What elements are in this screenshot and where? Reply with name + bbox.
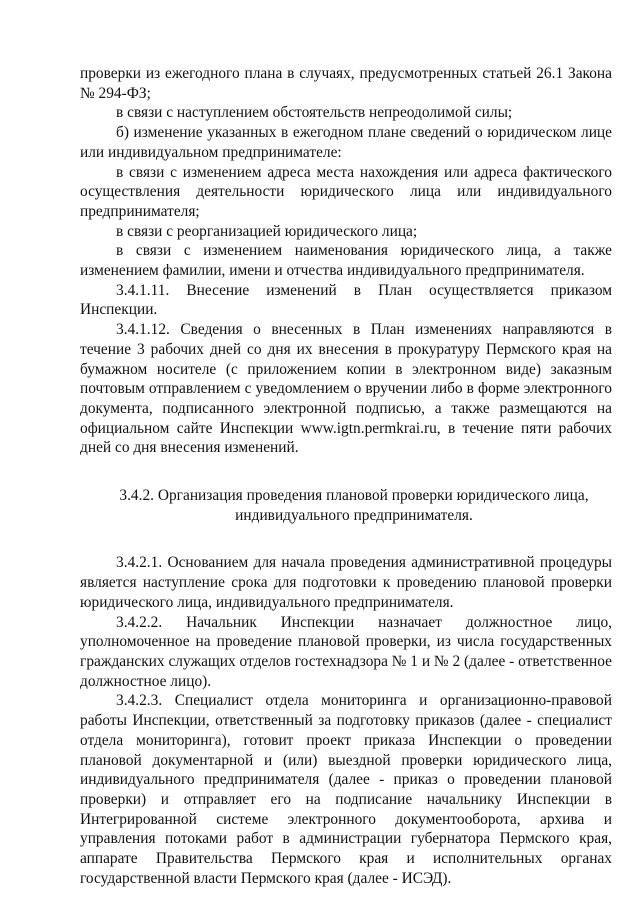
- section-heading: 3.4.2. Организация проведения плановой проверки юридического лица, индивидуального предпринимателя.: [119, 487, 589, 524]
- paragraph-change-b: б) изменение указанных в ежегодном плане сведений о юридическом лице или индивидуальном предпринимателе:: [80, 124, 612, 161]
- paragraph-address-change: в связи с изменением адреса места нахождения или адреса фактического осуществления деятельности юридического лица или индивидуального предпринимателя;: [80, 163, 612, 220]
- document-body: [80, 64, 612, 888]
- paragraph-force-majeure: в связи с наступлением обстоятельств непреодолимой силы;: [116, 104, 513, 122]
- paragraph-name-change: в связи с изменением наименования юридического лица, а также изменением фамилии, имени и отчества индивидуального предпринимателя.: [80, 242, 612, 280]
- paragraph-continuation: проверки из ежегодного плана в случаях, предусмотренных статьей 26.1 Закона № 294-ФЗ;: [80, 65, 612, 102]
- paragraph-3-4-2-3: 3.4.2.3. Специалист отдела мониторинга и организационно-правовой работы Инспекции, ответственный за подготовку приказов (далее - специалист отдела мониторинга), готовит проект приказа Инспекции о проведении плановой документарной и (или) выездной проверки юридического лица, индивидуального предпринимателя (далее - приказ о проведении плановой проверки) и отправляет его на подписание начальнику Инспекции в Интегрированной системе электронного документооборота, архива и управления потоками работ в администрации губернатора Пермского края, аппарате Правительства Пермского края и исполнительных органах государственной власти Пермского края (далее - ИСЭД).: [80, 692, 612, 887]
- paragraph-3-4-2-2: 3.4.2.2. Начальник Инспекции назначает должностное лицо, уполномоченное на проведение плановой проверки, из числа государственных гражданских служащих отделов гостехнадзора № 1 и № 2 (далее - ответственное должностное лицо).: [80, 613, 612, 690]
- paragraph-reorganization: в связи с реорганизацией юридического лица;: [116, 222, 418, 240]
- paragraph-3-4-2-1: 3.4.2.1. Основанием для начала проведения административной процедуры является наступление срока для подготовки к проведению плановой проверки юридического лица, индивидуального предпринимателя.: [80, 554, 612, 611]
- paragraph-3-4-1-12: 3.4.1.12. Сведения о внесенных в План изменениях направляются в течение 3 рабочих дней со дня их внесения в прокуратуру Пермского края на бумажном носителе (с приложением копии в электронном виде) заказным почтовым отправлением с уведомлением о вручении либо в форме электронного документа, подписанного электронной подписью, а также размещаются на официальном сайте Инспекции www.igtn.permkrai.ru, в течение пяти рабочих дней со дня внесения изменений.: [80, 321, 612, 457]
- paragraph-3-4-1-11: 3.4.1.11. Внесение изменений в План осуществляется приказом Инспекции.: [80, 281, 612, 319]
